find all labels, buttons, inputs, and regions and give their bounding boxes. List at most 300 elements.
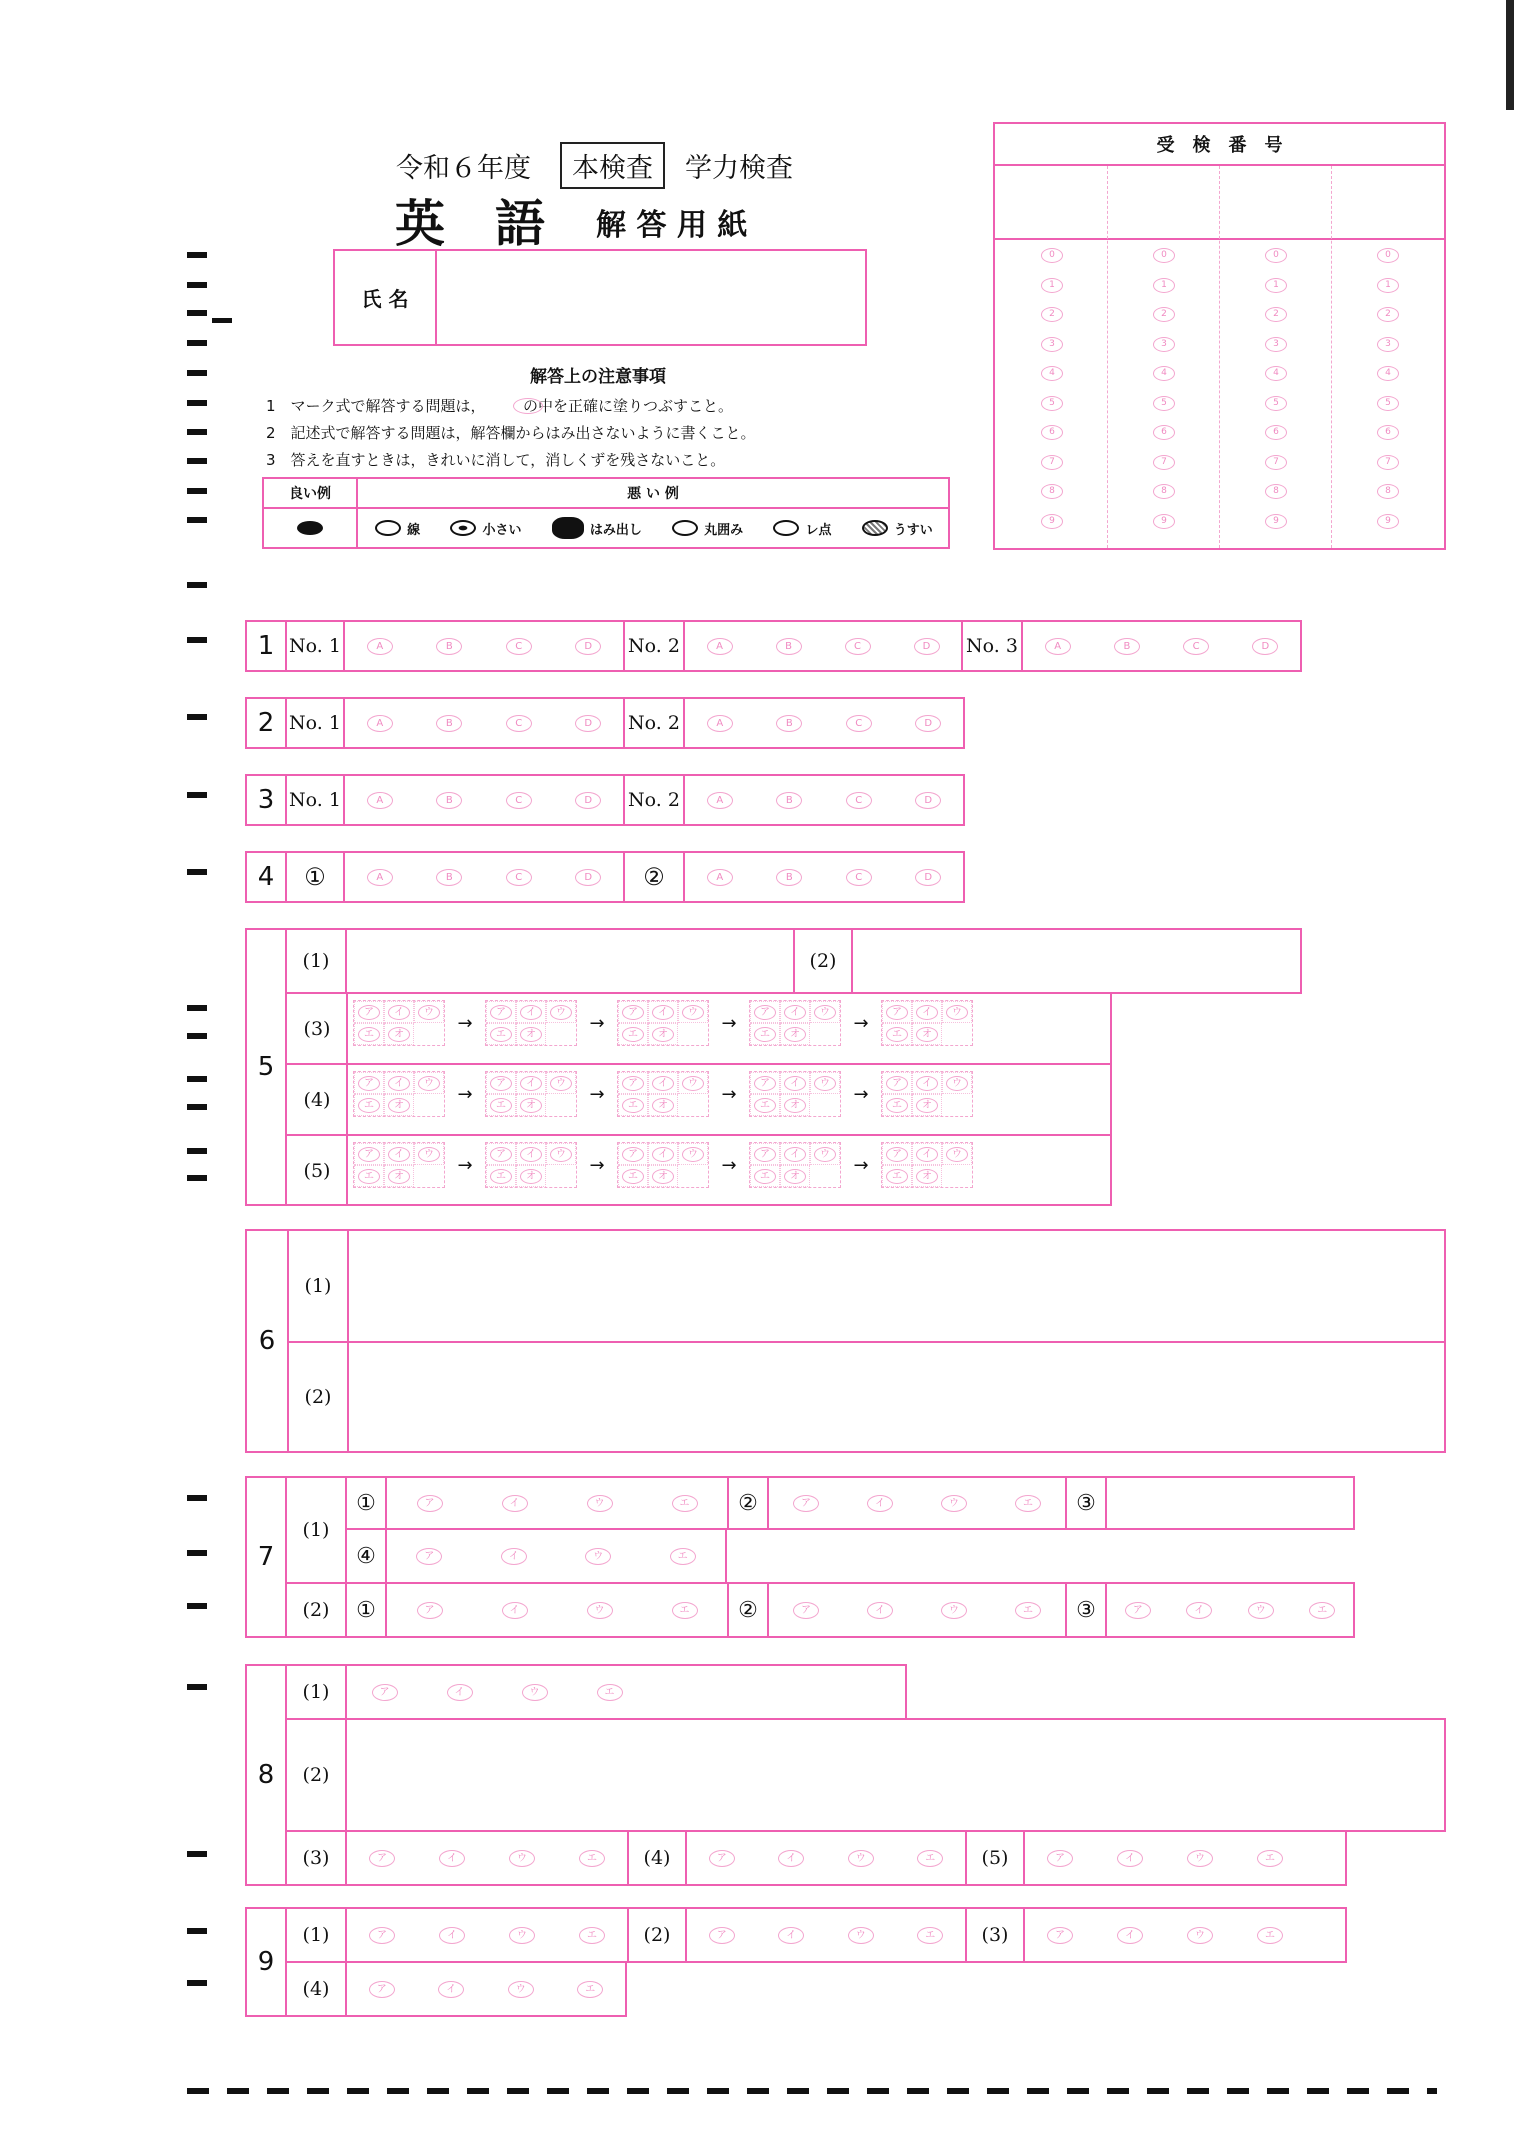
choice-bubble[interactable]: エ: [597, 1684, 623, 1701]
order-choice-bubble[interactable]: ア: [886, 1076, 908, 1091]
order-choice-bubble[interactable]: ア: [622, 1076, 644, 1091]
bad-examples-row: [360, 509, 948, 547]
order-choice-bubble[interactable]: ア: [490, 1076, 512, 1091]
choice-bubble[interactable]: D: [575, 792, 601, 809]
choice-bubble[interactable]: ア: [1047, 1850, 1073, 1867]
choice-bubble[interactable]: イ: [1117, 1927, 1143, 1944]
choice-bubble[interactable]: B: [776, 869, 802, 886]
choice-bubble[interactable]: ウ: [848, 1927, 874, 1944]
order-choice-bubble[interactable]: オ: [388, 1098, 410, 1113]
order-choice-bubble[interactable]: エ: [622, 1098, 644, 1113]
exam-digit-bubble[interactable]: 8: [1377, 484, 1399, 499]
bad-example-text: レ点: [805, 522, 832, 538]
name-field[interactable]: [437, 251, 865, 344]
marking-examples: [262, 477, 950, 549]
q7-part1-label: (1): [302, 1519, 330, 1541]
q8-part2-answer[interactable]: [347, 1720, 1444, 1830]
note-1: 1 マーク式で解答する問題は， の中を正確に塗りつぶすこと。: [266, 397, 734, 415]
order-choice-bubble[interactable]: ウ: [550, 1147, 572, 1162]
exam-digit-bubble[interactable]: 0: [1041, 248, 1063, 263]
order-choice-group[interactable]: [485, 1000, 577, 1046]
q4-sub2-choices[interactable]: [685, 853, 963, 901]
order-choice-bubble[interactable]: ア: [358, 1076, 380, 1091]
order-choice-bubble[interactable]: エ: [886, 1098, 908, 1113]
choice-bubble[interactable]: ア: [1047, 1927, 1073, 1944]
choice-bubble[interactable]: D: [575, 638, 601, 655]
order-choice-bubble[interactable]: イ: [652, 1005, 674, 1020]
choice-bubble[interactable]: ア: [369, 1927, 395, 1944]
exam-digit-bubble[interactable]: 9: [1041, 514, 1063, 529]
order-choice-bubble[interactable]: ア: [358, 1005, 380, 1020]
order-choice-group[interactable]: [353, 1000, 445, 1046]
q5-part1-label: (1): [287, 928, 347, 994]
choice-bubble[interactable]: C: [506, 715, 532, 732]
q6-part2-answer[interactable]: [349, 1343, 1444, 1451]
q9-part1-choices[interactable]: [347, 1909, 627, 1961]
choice-bubble[interactable]: エ: [1015, 1602, 1041, 1619]
bad-example-label: 悪 い 例: [358, 479, 948, 509]
choice-bubble[interactable]: エ: [917, 1850, 943, 1867]
q7-2-sub2-choices[interactable]: [769, 1584, 1065, 1636]
order-arrow: →: [721, 1154, 737, 1176]
choice-bubble[interactable]: エ: [579, 1927, 605, 1944]
mark-oval-icon: [513, 398, 543, 414]
order-choice-bubble[interactable]: オ: [520, 1027, 542, 1042]
exam-digit-bubble[interactable]: 9: [1377, 514, 1399, 529]
q3-no2-label: No. 2: [625, 776, 685, 824]
order-choice-bubble[interactable]: オ: [520, 1169, 542, 1184]
good-example-mark: [264, 509, 358, 547]
q8-part1-label: (1): [302, 1681, 330, 1703]
exam-digit-bubble[interactable]: 2: [1041, 307, 1063, 322]
choice-bubble[interactable]: B: [1114, 638, 1140, 655]
order-choice-bubble[interactable]: イ: [520, 1076, 542, 1091]
choice-bubble[interactable]: エ: [672, 1602, 698, 1619]
choice-bubble[interactable]: C: [1183, 638, 1209, 655]
order-arrow: →: [457, 1012, 473, 1034]
order-choice-bubble[interactable]: オ: [652, 1027, 674, 1042]
q8-part3-choices[interactable]: [347, 1832, 627, 1884]
order-choice-bubble[interactable]: ア: [886, 1005, 908, 1020]
choice-bubble[interactable]: エ: [1257, 1850, 1283, 1867]
order-arrow: →: [589, 1012, 605, 1034]
order-choice-bubble[interactable]: イ: [916, 1005, 938, 1020]
q2-no1-label: No. 1: [287, 699, 345, 747]
exam-digit-bubble[interactable]: 3: [1377, 337, 1399, 352]
choice-bubble[interactable]: A: [707, 638, 733, 655]
order-choice-bubble[interactable]: エ: [886, 1027, 908, 1042]
choice-bubble[interactable]: ウ: [509, 1927, 535, 1944]
order-choice-bubble[interactable]: オ: [784, 1098, 806, 1113]
choice-bubble[interactable]: B: [776, 792, 802, 809]
exam-digit-bubble[interactable]: 4: [1377, 366, 1399, 381]
choice-bubble[interactable]: イ: [502, 1495, 528, 1512]
order-choice-bubble[interactable]: オ: [388, 1169, 410, 1184]
exam-digit-bubble[interactable]: 9: [1153, 514, 1175, 529]
q2-no2-choices[interactable]: [685, 699, 963, 747]
order-choice-bubble[interactable]: ア: [490, 1005, 512, 1020]
choice-bubble[interactable]: ア: [417, 1602, 443, 1619]
order-choice-bubble[interactable]: ア: [886, 1147, 908, 1162]
exam-number-bubbles[interactable]: [995, 248, 1444, 544]
choice-bubble[interactable]: ア: [793, 1602, 819, 1619]
order-choice-group[interactable]: [617, 1000, 709, 1046]
order-choice-bubble[interactable]: イ: [388, 1076, 410, 1091]
choice-bubble[interactable]: ア: [372, 1684, 398, 1701]
q5-part3-order[interactable]: [353, 1000, 973, 1046]
q8-part2-label: (2): [302, 1764, 330, 1786]
order-choice-bubble[interactable]: オ: [916, 1098, 938, 1113]
q3-no2-choices[interactable]: [685, 776, 963, 824]
question-3: [245, 774, 965, 826]
exam-digit-bubble[interactable]: 4: [1265, 366, 1287, 381]
order-choice-bubble[interactable]: オ: [916, 1169, 938, 1184]
choice-bubble[interactable]: B: [776, 638, 802, 655]
order-choice-bubble[interactable]: エ: [490, 1169, 512, 1184]
order-choice-bubble[interactable]: イ: [784, 1076, 806, 1091]
order-choice-group[interactable]: [485, 1071, 577, 1117]
choice-bubble[interactable]: D: [575, 869, 601, 886]
q8-part4-choices[interactable]: [687, 1832, 965, 1884]
choice-bubble[interactable]: ウ: [587, 1602, 613, 1619]
choice-bubble[interactable]: D: [575, 715, 601, 732]
choice-bubble[interactable]: ウ: [585, 1548, 611, 1565]
exam-digit-bubble[interactable]: 5: [1265, 396, 1287, 411]
choice-bubble[interactable]: C: [506, 792, 532, 809]
q7-1-sub2-choices[interactable]: [769, 1478, 1065, 1528]
exam-digit-bubble[interactable]: 6: [1041, 425, 1063, 440]
order-choice-bubble[interactable]: ウ: [418, 1147, 440, 1162]
order-choice-bubble[interactable]: エ: [754, 1098, 776, 1113]
choice-bubble[interactable]: ウ: [508, 1981, 534, 1998]
order-choice-bubble[interactable]: ウ: [814, 1076, 836, 1091]
subject-title: 英 語: [395, 194, 545, 253]
choice-bubble[interactable]: イ: [1117, 1850, 1143, 1867]
order-choice-bubble[interactable]: ウ: [814, 1005, 836, 1020]
q6-part1-answer[interactable]: [349, 1231, 1444, 1341]
q5-part2-answer[interactable]: [855, 930, 1300, 992]
choice-bubble[interactable]: ア: [417, 1495, 443, 1512]
q1-no2-choices[interactable]: [685, 622, 963, 670]
q9-part4-choices[interactable]: [347, 1963, 625, 2015]
choice-bubble[interactable]: イ: [439, 1927, 465, 1944]
order-choice-bubble[interactable]: ウ: [946, 1076, 968, 1091]
choice-bubble[interactable]: エ: [670, 1548, 696, 1565]
choice-bubble[interactable]: イ: [778, 1850, 804, 1867]
q8-part1-choices[interactable]: [347, 1666, 647, 1718]
choice-bubble[interactable]: A: [367, 869, 393, 886]
q5-part5-label: (5): [303, 1159, 331, 1182]
order-choice-bubble[interactable]: ウ: [682, 1005, 704, 1020]
bad-example-item: [375, 519, 420, 538]
order-choice-group[interactable]: [749, 1071, 841, 1117]
choice-bubble[interactable]: ア: [1125, 1602, 1151, 1619]
order-choice-bubble[interactable]: イ: [388, 1005, 410, 1020]
order-choice-group[interactable]: [617, 1142, 709, 1188]
choice-bubble[interactable]: D: [915, 869, 941, 886]
choice-bubble[interactable]: エ: [672, 1495, 698, 1512]
order-choice-bubble[interactable]: ウ: [418, 1076, 440, 1091]
order-choice-bubble[interactable]: オ: [652, 1098, 674, 1113]
question-1: [245, 620, 1302, 672]
sheet-title: 解 答 用 紙: [596, 208, 748, 243]
q1-no3-choices[interactable]: [1023, 622, 1300, 670]
choice-bubble[interactable]: D: [915, 792, 941, 809]
choice-bubble[interactable]: A: [367, 638, 393, 655]
choice-bubble[interactable]: A: [707, 715, 733, 732]
choice-bubble[interactable]: ウ: [1187, 1850, 1213, 1867]
order-choice-bubble[interactable]: ア: [754, 1147, 776, 1162]
exam-digit-bubble[interactable]: 1: [1153, 278, 1175, 293]
order-choice-group[interactable]: [749, 1142, 841, 1188]
order-choice-bubble[interactable]: イ: [388, 1147, 410, 1162]
choice-bubble[interactable]: A: [707, 869, 733, 886]
order-choice-bubble[interactable]: オ: [916, 1027, 938, 1042]
q7-2-sub3-choices[interactable]: [1107, 1584, 1353, 1636]
choice-bubble[interactable]: ウ: [941, 1602, 967, 1619]
order-choice-bubble[interactable]: エ: [622, 1169, 644, 1184]
bad-mark-icon: [862, 520, 888, 536]
order-choice-bubble[interactable]: イ: [916, 1147, 938, 1162]
order-choice-bubble[interactable]: ア: [622, 1005, 644, 1020]
choice-bubble[interactable]: ウ: [509, 1850, 535, 1867]
exam-digit-bubble[interactable]: 8: [1041, 484, 1063, 499]
order-choice-bubble[interactable]: ウ: [814, 1147, 836, 1162]
exam-digit-bubble[interactable]: 0: [1153, 248, 1175, 263]
choice-bubble[interactable]: ア: [709, 1927, 735, 1944]
order-choice-group[interactable]: [881, 1071, 973, 1117]
q7-1-sub3-answer[interactable]: [1107, 1478, 1353, 1528]
order-choice-bubble[interactable]: エ: [754, 1169, 776, 1184]
order-choice-group[interactable]: [353, 1142, 445, 1188]
choice-bubble[interactable]: C: [506, 869, 532, 886]
q1-no1-label: No. 1: [287, 622, 345, 670]
choice-bubble[interactable]: C: [846, 792, 872, 809]
order-choice-group[interactable]: [881, 1142, 973, 1188]
choice-bubble[interactable]: エ: [579, 1850, 605, 1867]
choice-bubble[interactable]: イ: [501, 1548, 527, 1565]
order-choice-bubble[interactable]: ウ: [682, 1147, 704, 1162]
order-arrow: →: [853, 1154, 869, 1176]
order-choice-group[interactable]: [353, 1071, 445, 1117]
q4-sub1-choices[interactable]: [345, 853, 625, 901]
order-arrow: →: [589, 1154, 605, 1176]
order-choice-group[interactable]: [617, 1071, 709, 1117]
choice-bubble[interactable]: C: [846, 869, 872, 886]
order-choice-bubble[interactable]: エ: [886, 1169, 908, 1184]
order-choice-bubble[interactable]: イ: [652, 1076, 674, 1091]
exam-digit-bubble[interactable]: 3: [1265, 337, 1287, 352]
name-box: [333, 249, 867, 346]
exam-digit-bubble[interactable]: 5: [1377, 396, 1399, 411]
order-arrow: →: [853, 1083, 869, 1105]
order-choice-group[interactable]: [881, 1000, 973, 1046]
choice-bubble[interactable]: D: [1252, 638, 1278, 655]
choice-bubble[interactable]: イ: [867, 1495, 893, 1512]
choice-bubble[interactable]: C: [846, 715, 872, 732]
q8-part5-choices[interactable]: [1025, 1832, 1305, 1884]
choice-bubble[interactable]: ウ: [522, 1684, 548, 1701]
exam-digit-bubble[interactable]: 8: [1153, 484, 1175, 499]
choice-bubble[interactable]: エ: [577, 1981, 603, 1998]
choice-bubble[interactable]: エ: [1257, 1927, 1283, 1944]
order-choice-bubble[interactable]: オ: [784, 1169, 806, 1184]
choice-bubble[interactable]: ア: [369, 1850, 395, 1867]
choice-bubble[interactable]: ウ: [941, 1495, 967, 1512]
exam-digit-bubble[interactable]: 0: [1377, 248, 1399, 263]
order-choice-bubble[interactable]: イ: [520, 1147, 542, 1162]
choice-bubble[interactable]: イ: [438, 1981, 464, 1998]
choice-bubble[interactable]: ウ: [1248, 1602, 1274, 1619]
choice-bubble[interactable]: イ: [502, 1602, 528, 1619]
choice-bubble[interactable]: エ: [917, 1927, 943, 1944]
choice-bubble[interactable]: エ: [1015, 1495, 1041, 1512]
order-choice-bubble[interactable]: ア: [358, 1147, 380, 1162]
choice-bubble[interactable]: B: [436, 869, 462, 886]
note-3: 3 答えを直すときは，きれいに消して，消しくずを残さないこと。: [266, 451, 726, 469]
q5-part4-label: (4): [303, 1088, 331, 1111]
order-choice-bubble[interactable]: エ: [358, 1027, 380, 1042]
exam-digit-bubble[interactable]: 2: [1377, 307, 1399, 322]
choice-bubble[interactable]: ア: [709, 1850, 735, 1867]
order-choice-bubble[interactable]: ア: [490, 1147, 512, 1162]
q5-number-cell: [245, 928, 287, 1206]
edge-mark: [1506, 0, 1514, 110]
choice-bubble[interactable]: D: [914, 638, 940, 655]
exam-digit-bubble[interactable]: 7: [1265, 455, 1287, 470]
exam-digit-bubble[interactable]: 0: [1265, 248, 1287, 263]
q5-part5-order[interactable]: [353, 1142, 973, 1188]
q4-sub1-label: ①: [287, 853, 345, 901]
order-choice-bubble[interactable]: エ: [754, 1027, 776, 1042]
choice-bubble[interactable]: ア: [793, 1495, 819, 1512]
q2-no1-choices[interactable]: [345, 699, 625, 747]
choice-bubble[interactable]: A: [367, 792, 393, 809]
q1-no1-choices[interactable]: [345, 622, 625, 670]
exam-digit-bubble[interactable]: 8: [1265, 484, 1287, 499]
q9-part4-label: (4): [302, 1978, 330, 2000]
choice-bubble[interactable]: C: [845, 638, 871, 655]
choice-bubble[interactable]: イ: [1186, 1602, 1212, 1619]
exam-digit-bubble[interactable]: 1: [1377, 278, 1399, 293]
order-choice-bubble[interactable]: ウ: [418, 1005, 440, 1020]
choice-bubble[interactable]: イ: [778, 1927, 804, 1944]
choice-bubble[interactable]: B: [436, 638, 462, 655]
choice-bubble[interactable]: A: [707, 792, 733, 809]
exam-type-box: 本検査: [560, 142, 665, 189]
exam-digit-bubble[interactable]: 9: [1265, 514, 1287, 529]
question-6: [245, 1229, 1446, 1453]
order-choice-bubble[interactable]: ア: [754, 1005, 776, 1020]
choice-bubble[interactable]: ア: [369, 1981, 395, 1998]
order-choice-bubble[interactable]: ウ: [682, 1076, 704, 1091]
order-choice-bubble[interactable]: ウ: [946, 1005, 968, 1020]
order-choice-bubble[interactable]: イ: [784, 1005, 806, 1020]
order-choice-bubble[interactable]: ア: [754, 1076, 776, 1091]
exam-digit-bubble[interactable]: 1: [1041, 278, 1063, 293]
choice-bubble[interactable]: ウ: [1187, 1927, 1213, 1944]
q6-part2-label: (2): [304, 1386, 332, 1408]
choice-bubble[interactable]: イ: [447, 1684, 473, 1701]
choice-bubble[interactable]: A: [1045, 638, 1071, 655]
order-choice-bubble[interactable]: イ: [916, 1076, 938, 1091]
choice-bubble[interactable]: C: [506, 638, 532, 655]
exam-digit-bubble[interactable]: 6: [1153, 425, 1175, 440]
exam-digit-bubble[interactable]: 7: [1377, 455, 1399, 470]
order-choice-bubble[interactable]: ア: [622, 1147, 644, 1162]
order-choice-bubble[interactable]: イ: [652, 1147, 674, 1162]
bad-example-item: [672, 519, 743, 538]
exam-digit-bubble[interactable]: 2: [1153, 307, 1175, 322]
exam-digit-bubble[interactable]: 3: [1153, 337, 1175, 352]
q5-part4-order[interactable]: [353, 1071, 973, 1117]
choice-bubble[interactable]: A: [367, 715, 393, 732]
choice-bubble[interactable]: イ: [439, 1850, 465, 1867]
exam-digit-bubble[interactable]: 5: [1041, 396, 1063, 411]
order-choice-bubble[interactable]: ウ: [550, 1076, 572, 1091]
order-choice-bubble[interactable]: オ: [652, 1169, 674, 1184]
q7-1-sub4-choices[interactable]: [387, 1530, 725, 1582]
bad-mark-icon: [672, 520, 698, 536]
q9-part3-choices[interactable]: [1025, 1909, 1305, 1961]
order-choice-bubble[interactable]: エ: [490, 1098, 512, 1113]
order-choice-bubble[interactable]: エ: [358, 1169, 380, 1184]
choice-bubble[interactable]: D: [915, 715, 941, 732]
choice-bubble[interactable]: ウ: [587, 1495, 613, 1512]
order-choice-bubble[interactable]: オ: [520, 1098, 542, 1113]
choice-bubble[interactable]: エ: [1309, 1602, 1335, 1619]
q7-1-sub1-choices[interactable]: [387, 1478, 727, 1528]
exam-digit-bubble[interactable]: 6: [1265, 425, 1287, 440]
choice-bubble[interactable]: B: [436, 792, 462, 809]
order-choice-bubble[interactable]: ウ: [550, 1005, 572, 1020]
q9-part2-label: (2): [643, 1924, 671, 1946]
order-choice-bubble[interactable]: ウ: [946, 1147, 968, 1162]
exam-digit-bubble[interactable]: 5: [1153, 396, 1175, 411]
choice-bubble[interactable]: B: [436, 715, 462, 732]
exam-digit-bubble[interactable]: 3: [1041, 337, 1063, 352]
q3-no1-choices[interactable]: [345, 776, 625, 824]
q9-part2-choices[interactable]: [687, 1909, 965, 1961]
q8-number-cell: [245, 1664, 287, 1886]
choice-bubble[interactable]: イ: [867, 1602, 893, 1619]
order-choice-group[interactable]: [749, 1000, 841, 1046]
exam-digit-bubble[interactable]: 6: [1377, 425, 1399, 440]
exam-digit-bubble[interactable]: 4: [1041, 366, 1063, 381]
order-choice-bubble[interactable]: エ: [622, 1027, 644, 1042]
order-choice-bubble[interactable]: オ: [388, 1027, 410, 1042]
question-9: [245, 1907, 1302, 2017]
exam-digit-bubble[interactable]: 2: [1265, 307, 1287, 322]
exam-digit-bubble[interactable]: 7: [1153, 455, 1175, 470]
order-arrow: →: [589, 1083, 605, 1105]
q5-part1-answer[interactable]: [348, 930, 794, 992]
exam-digit-bubble[interactable]: 7: [1041, 455, 1063, 470]
choice-bubble[interactable]: ア: [416, 1548, 442, 1565]
order-choice-bubble[interactable]: イ: [784, 1147, 806, 1162]
exam-digit-bubble[interactable]: 4: [1153, 366, 1175, 381]
q8-number: 8: [257, 1760, 275, 1790]
order-choice-bubble[interactable]: エ: [490, 1027, 512, 1042]
choice-bubble[interactable]: ウ: [848, 1850, 874, 1867]
order-choice-bubble[interactable]: イ: [520, 1005, 542, 1020]
order-choice-group[interactable]: [485, 1142, 577, 1188]
order-choice-bubble[interactable]: オ: [784, 1027, 806, 1042]
exam-digit-bubble[interactable]: 1: [1265, 278, 1287, 293]
order-choice-bubble[interactable]: エ: [358, 1098, 380, 1113]
choice-bubble[interactable]: B: [776, 715, 802, 732]
q7-2-sub1-choices[interactable]: [387, 1584, 727, 1636]
